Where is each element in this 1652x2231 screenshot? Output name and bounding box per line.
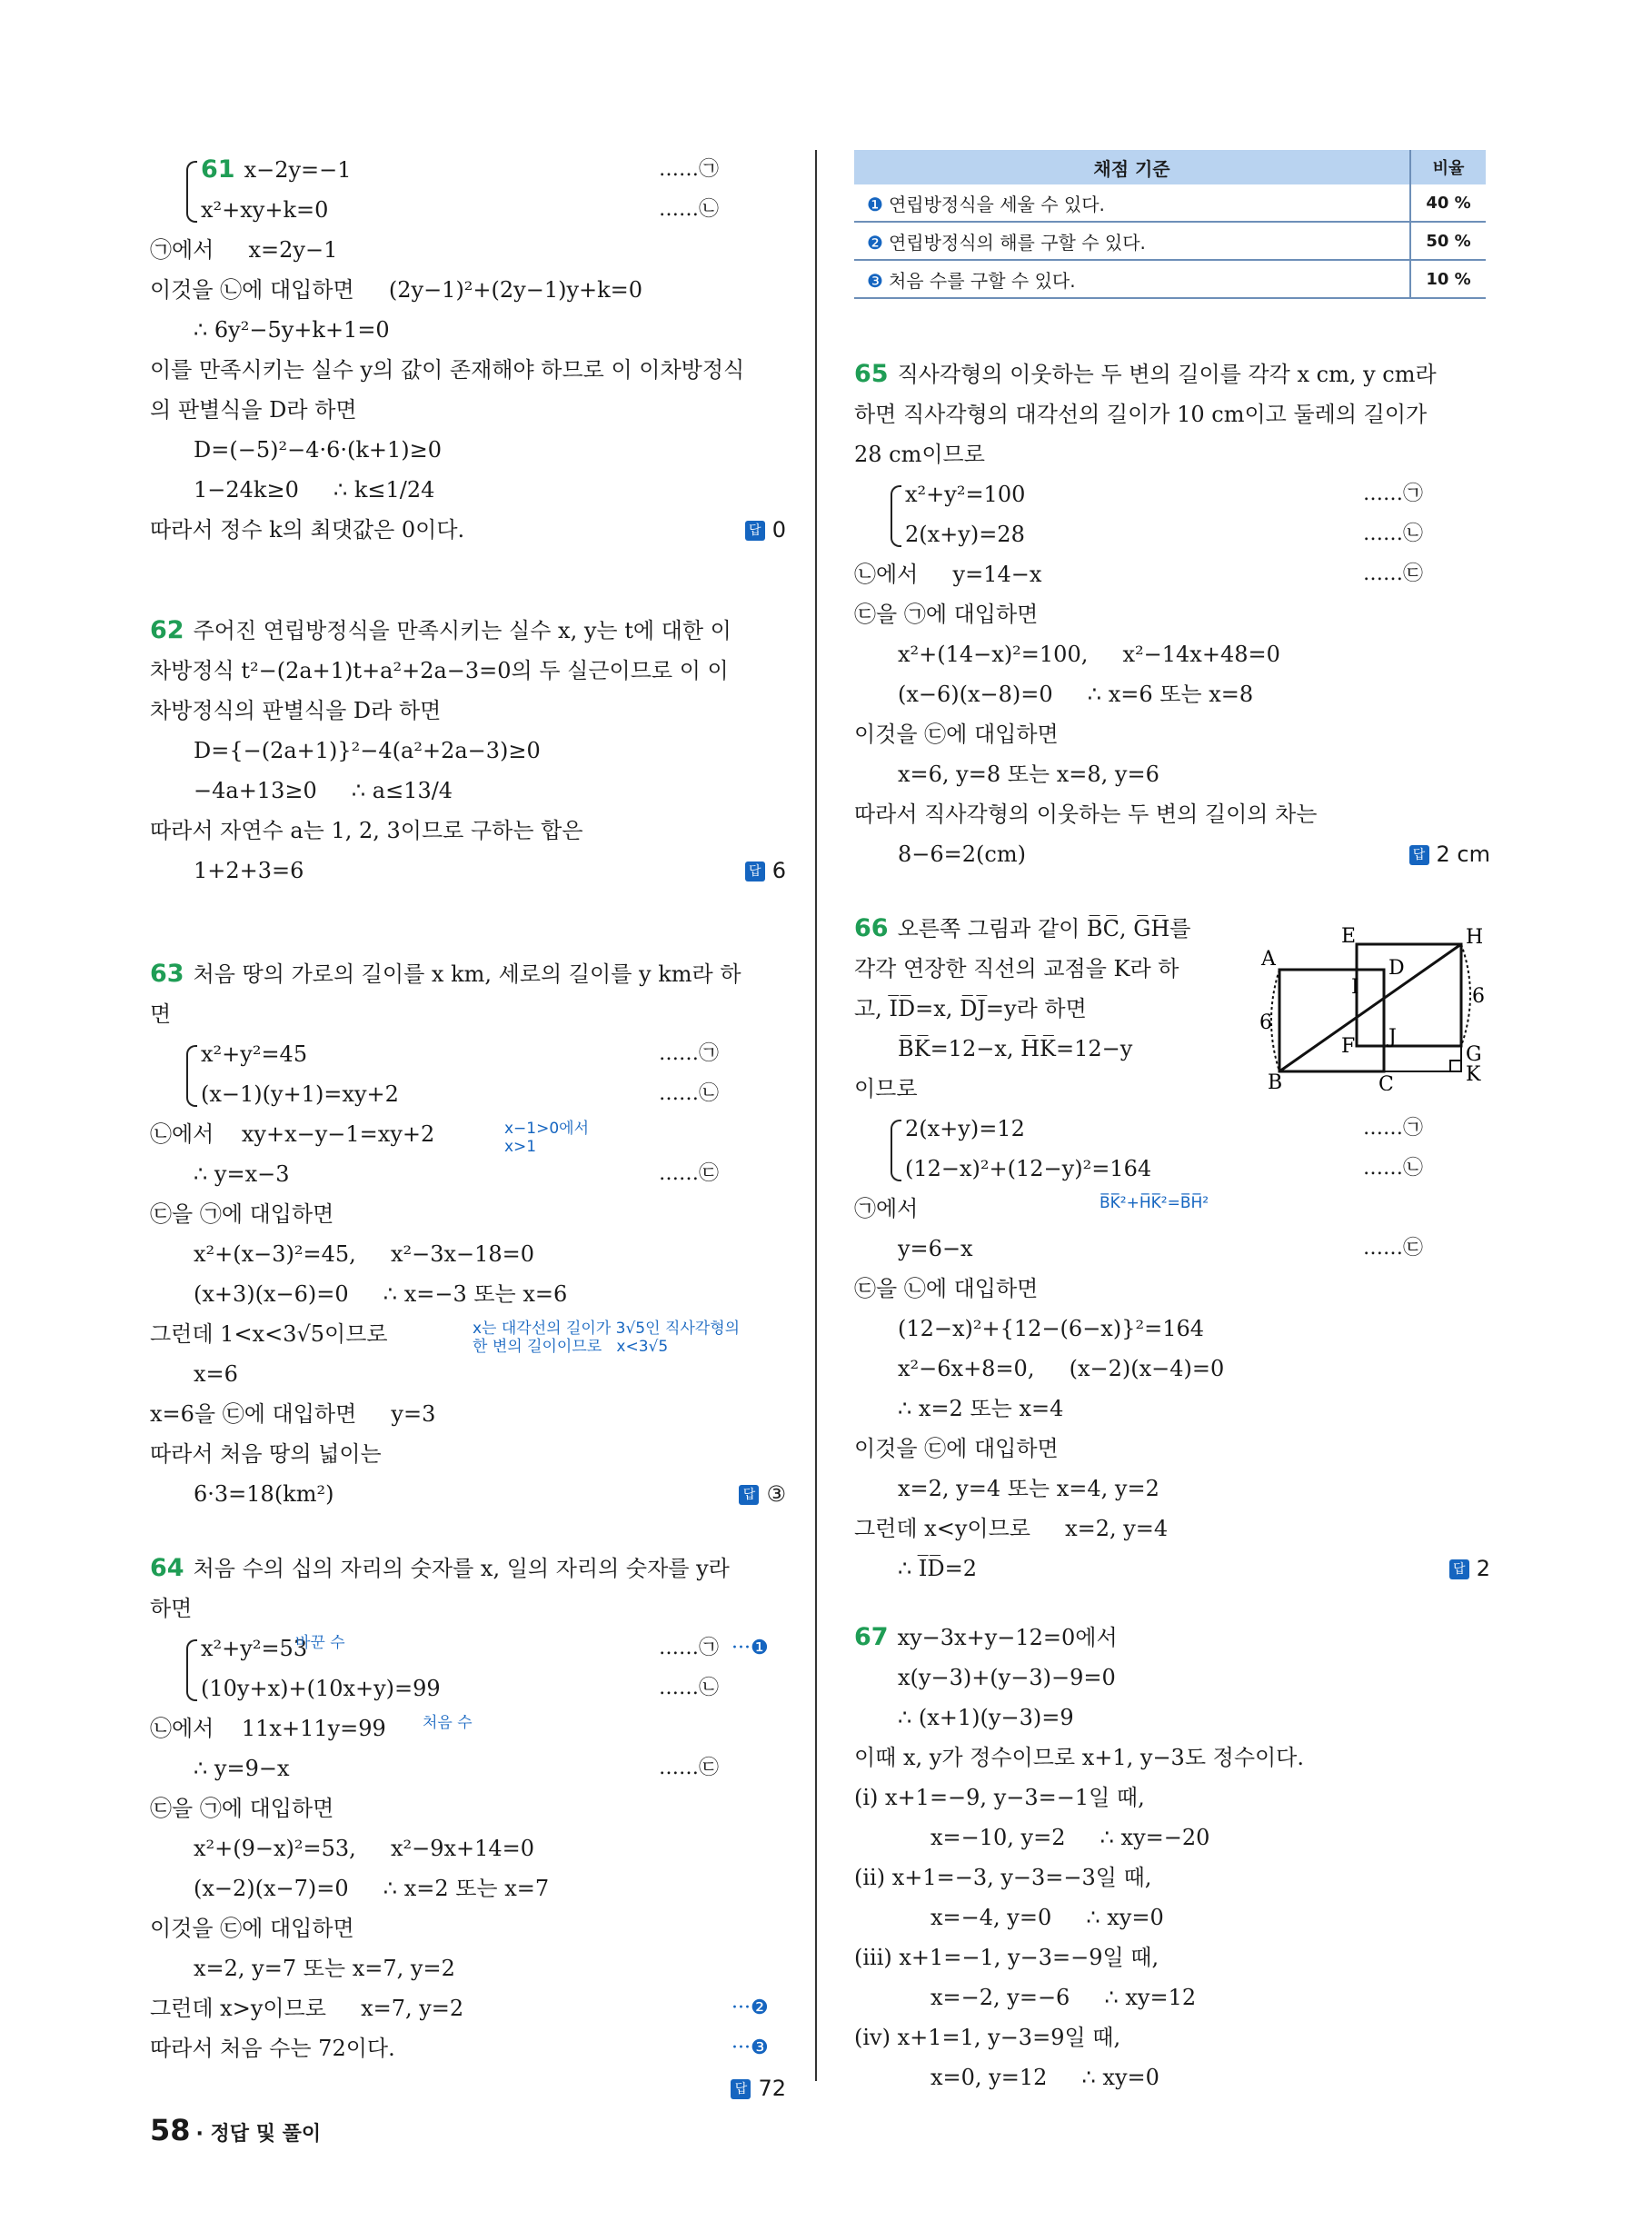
solution-line — [150, 1708, 786, 1748]
solution-line — [150, 1948, 786, 1988]
line-text: D=(−5)²−4·6·(k+1)≥0 — [194, 437, 443, 463]
solution-line — [150, 1234, 786, 1274]
line-text: 이것을 ㉢에 대입하면 — [854, 722, 1059, 747]
label-d: D — [1388, 957, 1405, 980]
line-text: 8−6=2(cm) — [898, 842, 1026, 867]
line-text: 고, I̅D̅=x, D̅J̅=y라 하면 — [854, 996, 1087, 1021]
solution-line — [150, 510, 786, 550]
solution-line — [854, 834, 1490, 874]
solution-line — [150, 1434, 786, 1474]
line-text: 그런데 x<y이므로 x=2, y=4 — [854, 1516, 1169, 1541]
solution-line — [854, 794, 1490, 834]
line-text: 그런데 1<x<3√5이므로 — [150, 1321, 388, 1347]
solution-line — [150, 1748, 786, 1788]
header-criteria: 채점 기준 — [854, 150, 1410, 184]
line-text: ㉢을 ㉠에 대입하면 — [854, 602, 1039, 627]
solution-line — [854, 2057, 1490, 2097]
solution-line — [150, 2068, 786, 2108]
line-text: 차방정식 t²−(2a+1)t+a²+2a−3=0의 두 실근이므로 이 이 — [150, 658, 729, 683]
line-text: 이를 만족시키는 실수 y의 값이 존재해야 하므로 이 이차방정식 — [150, 357, 745, 383]
ratio: 40 % — [1410, 184, 1486, 222]
scoring-criteria-table — [854, 150, 1486, 299]
line-text: 각각 연장한 직선의 교점을 K라 하 — [854, 956, 1179, 981]
equation-tag: ……㉠ — [1363, 1117, 1424, 1140]
solution-line — [854, 1897, 1490, 1937]
solution-line — [854, 1509, 1490, 1549]
solution-line — [854, 554, 1490, 594]
annotation-note: x−1>0에서 x>1 — [504, 1120, 590, 1156]
line-text: ㉢을 ㉡에 대입하면 — [854, 1276, 1039, 1301]
solution-line — [150, 1668, 786, 1708]
line-text: x=−10, y=2 ∴ xy=−20 — [930, 1825, 1210, 1850]
line-text: x²+xy+k=0 — [201, 197, 329, 223]
line-text: (x−6)(x−8)=0 ∴ x=6 또는 x=8 — [898, 682, 1254, 707]
line-text: 이것을 ㉢에 대입하면 — [150, 1916, 354, 1941]
line-text: ㉡에서 11x+11y=99 — [150, 1716, 386, 1741]
problem-number: 62 — [150, 616, 184, 644]
solution-line — [150, 1154, 786, 1194]
answer-icon: 답 — [1409, 845, 1429, 865]
line-text: x²+y²=100 — [905, 482, 1026, 507]
problem-66-figure — [1254, 909, 1490, 1091]
line-text: 따라서 직사각형의 이웃하는 두 변의 길이의 차는 — [854, 802, 1318, 827]
equation-tag: ……㉡ — [659, 198, 720, 221]
solution-line — [150, 731, 786, 771]
line-text: ㉡에서 xy+x−y−1=xy+2 — [150, 1121, 435, 1147]
solution-line — [854, 1818, 1490, 1858]
annotation-note: x는 대각선의 길이가 3√5인 직사각형의 한 변의 길이이므로 x<3√5 — [473, 1320, 741, 1356]
solution-line — [150, 611, 786, 651]
criteria-text: 처음 수를 구할 수 있다. — [888, 269, 1076, 292]
rectangle-abcd — [1279, 970, 1384, 1071]
solution-line — [854, 1778, 1490, 1818]
line-text: (ii) x+1=−3, y−3=−3일 때, — [854, 1865, 1152, 1890]
line-text: x=2, y=4 또는 x=4, y=2 — [898, 1476, 1159, 1501]
line-text: 면 — [150, 1001, 172, 1027]
line-text: D={−(2a+1)}²−4(a²+2a−3)≥0 — [194, 738, 541, 763]
solution-line — [854, 714, 1490, 754]
label-f: F — [1341, 1035, 1356, 1058]
answer-value: 0 — [771, 517, 786, 543]
solution-line — [150, 1589, 786, 1628]
equation-tag: ……㉠ — [659, 1042, 720, 1065]
diagonal-bh — [1279, 944, 1461, 1071]
line-text: (iv) x+1=1, y−3=9일 때, — [854, 2025, 1121, 2050]
solution-line — [150, 994, 786, 1034]
solution-line — [854, 1309, 1490, 1349]
answer-value: 6 — [771, 858, 786, 883]
line-text: ㉢을 ㉠에 대입하면 — [150, 1796, 334, 1821]
line-text: x=−2, y=−6 ∴ xy=12 — [930, 1985, 1197, 2010]
line-text: ∴ y=9−x — [194, 1756, 290, 1781]
solution-line — [150, 1394, 786, 1434]
label-b: B — [1268, 1071, 1283, 1091]
solution-line — [854, 594, 1490, 634]
solution-line — [854, 354, 1490, 394]
solution-line — [150, 811, 786, 851]
line-text: 따라서 처음 땅의 넓이는 — [150, 1441, 382, 1467]
solution-line — [854, 1977, 1490, 2017]
line-text: (12−x)²+(12−y)²=164 — [905, 1156, 1152, 1181]
line-text: x²+(9−x)²=53, x²−9x+14=0 — [194, 1836, 535, 1861]
line-text: x=6 — [194, 1361, 238, 1387]
line-text: 28 cm이므로 — [854, 442, 985, 467]
line-text: 2(x+y)=28 — [905, 522, 1025, 547]
solution-line — [150, 2028, 786, 2068]
header-ratio: 비율 — [1410, 150, 1486, 184]
line-text: 1+2+3=6 — [194, 858, 304, 883]
answer — [731, 2068, 786, 2108]
equation-tag: ……㉢ — [659, 1162, 720, 1185]
answer — [745, 510, 786, 550]
solution-line — [150, 1788, 786, 1828]
line-text: x=6, y=8 또는 x=8, y=6 — [898, 762, 1159, 787]
line-text: 따라서 정수 k의 최댓값은 0이다. — [150, 517, 465, 543]
answer — [739, 1474, 786, 1514]
line-text: 하면 직사각형의 대각선의 길이가 10 cm이고 둘레의 길이가 — [854, 402, 1428, 427]
solution-line — [150, 190, 786, 230]
label-e: E — [1341, 925, 1357, 948]
line-text: (10y+x)+(10x+y)=99 — [201, 1676, 441, 1701]
line-text: x²+(x−3)²=45, x²−3x−18=0 — [194, 1241, 535, 1267]
solution-line — [854, 754, 1490, 794]
length-ab: 6 — [1259, 1011, 1272, 1034]
table-row — [854, 222, 1486, 260]
label-a: A — [1261, 948, 1276, 971]
equation-tag: ……㉠ — [659, 1637, 720, 1659]
solution-line — [150, 691, 786, 731]
solution-line — [854, 1658, 1490, 1698]
line-text: 하면 — [150, 1596, 193, 1621]
equation-tag: ……㉡ — [1363, 523, 1424, 545]
problem-65 — [854, 354, 1490, 874]
page-number: 58 — [150, 2113, 191, 2147]
line-text: 1−24k≥0 ∴ k≤1/24 — [194, 477, 435, 503]
line-text: xy−3x+y−12=0에서 — [897, 1625, 1118, 1650]
line-text: 처음 땅의 가로의 길이를 x km, 세로의 길이를 y km라 하 — [193, 961, 741, 987]
solution-line — [854, 1109, 1490, 1149]
line-text: 2(x+y)=12 — [905, 1116, 1025, 1141]
solution-line — [150, 1628, 786, 1668]
solution-line — [150, 430, 786, 470]
answer-value: ③ — [766, 1481, 786, 1507]
table-row — [854, 184, 1486, 222]
line-text: 6·3=18(km²) — [194, 1481, 334, 1507]
line-text: x²+y²=45 — [201, 1041, 308, 1067]
line-text: 이것을 ㉡에 대입하면 (2y−1)²+(2y−1)y+k=0 — [150, 277, 643, 303]
solution-line — [854, 1469, 1490, 1509]
solution-line — [150, 470, 786, 510]
line-text: (iii) x+1=−1, y−3=−9일 때, — [854, 1945, 1159, 1970]
line-text: ㉡에서 y=14−x — [854, 562, 1042, 587]
line-text: 따라서 자연수 a는 1, 2, 3이므로 구하는 합은 — [150, 818, 583, 843]
line-text: x(y−3)+(y−3)−9=0 — [898, 1665, 1116, 1690]
label-g: G — [1466, 1043, 1482, 1066]
length-gh: 6 — [1472, 985, 1485, 1008]
solution-line — [150, 310, 786, 350]
problem-67 — [854, 1618, 1490, 2097]
answer — [1409, 834, 1490, 874]
line-text: ∴ I̅D̅=2 — [898, 1556, 977, 1581]
line-text: 차방정식의 판별식을 D라 하면 — [150, 698, 442, 723]
annotation-note: 처음 수 — [423, 1714, 473, 1732]
solution-line — [854, 1349, 1490, 1389]
line-text: x−2y=−1 — [244, 157, 352, 183]
solution-line — [854, 674, 1490, 714]
problem-64 — [150, 1549, 786, 2108]
answer-value: 2 cm — [1436, 842, 1490, 867]
solution-line — [150, 270, 786, 310]
answer — [1449, 1549, 1490, 1589]
line-text: y=6−x — [898, 1236, 973, 1261]
answer-icon: 답 — [739, 1485, 759, 1505]
step-1-icon: ❶ — [867, 193, 883, 215]
solution-line — [854, 514, 1490, 554]
line-text: ㉢을 ㉠에 대입하면 — [150, 1201, 334, 1227]
column-divider — [815, 150, 817, 2081]
solution-line — [854, 2017, 1490, 2057]
line-text: ∴ x=2 또는 x=4 — [898, 1396, 1064, 1421]
answer-icon: 답 — [745, 862, 765, 881]
label-h: H — [1466, 926, 1484, 949]
solution-line — [854, 434, 1490, 474]
solution-line — [150, 1034, 786, 1074]
line-text: (x+3)(x−6)=0 ∴ x=−3 또는 x=6 — [194, 1281, 568, 1307]
answer-icon: 답 — [745, 521, 765, 541]
line-text: 직사각형의 이웃하는 두 변의 길이를 각각 x cm, y cm라 — [897, 362, 1437, 387]
line-text: 이때 x, y가 정수이므로 x+1, y−3도 정수이다. — [854, 1745, 1304, 1770]
solution-line — [854, 1429, 1490, 1469]
scoring-step-marker: ···❷ — [731, 1997, 769, 2019]
solution-line — [150, 350, 786, 390]
solution-line — [854, 1698, 1490, 1738]
line-text: x=2, y=7 또는 x=7, y=2 — [194, 1956, 455, 1981]
answer-value: 72 — [758, 2076, 786, 2101]
equation-tag: ……㉡ — [659, 1677, 720, 1699]
line-text: 이므로 — [854, 1076, 918, 1101]
equation-tag: ……㉠ — [1363, 483, 1424, 505]
solution-line — [150, 1274, 786, 1314]
solution-line — [854, 1937, 1490, 1977]
label-k: K — [1466, 1063, 1481, 1086]
solution-line — [150, 1194, 786, 1234]
solution-line — [854, 474, 1490, 514]
line-text: 따라서 처음 수는 72이다. — [150, 2036, 395, 2061]
solution-line — [854, 1389, 1490, 1429]
solution-line — [854, 1858, 1490, 1897]
solution-line — [854, 1269, 1490, 1309]
solution-line — [854, 394, 1490, 434]
problem-62 — [150, 611, 786, 891]
solution-line — [854, 1149, 1490, 1189]
solution-line — [150, 1314, 786, 1354]
scoring-step-marker: ···❶ — [731, 1637, 769, 1659]
solution-line — [854, 1549, 1490, 1589]
solution-line — [150, 1354, 786, 1394]
solution-line — [150, 390, 786, 430]
line-text: 오른쪽 그림과 같이 B̅C̅, G̅H̅를 — [897, 916, 1191, 941]
line-text: ㉠에서 x=2y−1 — [150, 237, 338, 263]
equation-tag: ……㉢ — [1363, 563, 1424, 585]
answer-icon: 답 — [731, 2079, 751, 2099]
solution-line — [150, 651, 786, 691]
solution-line — [150, 150, 786, 190]
footer-label: · 정답 및 풀이 — [195, 2123, 322, 2146]
step-2-icon: ❷ — [867, 231, 883, 254]
problem-number: 61 — [201, 155, 235, 184]
solution-line — [150, 1908, 786, 1948]
line-text: ㉠에서 — [854, 1196, 919, 1221]
step-3-icon: ❸ — [867, 269, 883, 292]
solution-line — [150, 1828, 786, 1868]
problem-61 — [150, 150, 786, 550]
equation-tag: ……㉢ — [1363, 1237, 1424, 1260]
equation-tag: ……㉡ — [659, 1082, 720, 1105]
table-row — [854, 260, 1486, 298]
rectangle-efgh — [1357, 944, 1461, 1046]
solution-line — [150, 1074, 786, 1114]
criteria-text: 연립방정식의 해를 구할 수 있다. — [888, 231, 1146, 254]
line-text: −4a+13≥0 ∴ a≤13/4 — [194, 778, 453, 803]
line-text: B̅K̅=12−x, H̅K̅=12−y — [898, 1036, 1133, 1061]
equation-tag: ……㉠ — [659, 158, 720, 181]
problem-63 — [150, 954, 786, 1514]
solution-line — [150, 1474, 786, 1514]
line-text: (x−2)(x−7)=0 ∴ x=2 또는 x=7 — [194, 1876, 550, 1901]
annotation-note: 바꾼 수 — [295, 1634, 345, 1652]
line-text: (12−x)²+{12−(6−x)}²=164 — [898, 1316, 1205, 1341]
line-text: x=6을 ㉢에 대입하면 y=3 — [150, 1401, 436, 1427]
solution-line — [150, 771, 786, 811]
problem-number: 65 — [854, 360, 889, 388]
ratio: 10 % — [1410, 260, 1486, 298]
right-angle-mark — [1450, 1061, 1461, 1071]
solution-line — [150, 954, 786, 994]
line-text: ∴ y=x−3 — [194, 1161, 290, 1187]
problem-number: 67 — [854, 1623, 889, 1651]
answer-icon: 답 — [1449, 1559, 1469, 1579]
line-text: 처음 수의 십의 자리의 숫자를 x, 일의 자리의 숫자를 y라 — [193, 1556, 730, 1581]
label-c: C — [1378, 1073, 1394, 1091]
criteria-text: 연립방정식을 세울 수 있다. — [888, 193, 1105, 215]
solution-line — [854, 1738, 1490, 1778]
solution-line — [854, 634, 1490, 674]
label-j: J — [1388, 1026, 1397, 1049]
equation-tag: ……㉢ — [659, 1757, 720, 1779]
line-text: x=0, y=12 ∴ xy=0 — [930, 2065, 1159, 2090]
solution-line — [854, 1189, 1490, 1229]
solution-line — [150, 851, 786, 891]
line-text: 의 판별식을 D라 하면 — [150, 397, 357, 423]
line-text: ∴ (x+1)(y−3)=9 — [898, 1705, 1074, 1730]
solution-line — [854, 1618, 1490, 1658]
line-text: (x−1)(y+1)=xy+2 — [201, 1081, 399, 1107]
line-text: x²−6x+8=0, (x−2)(x−4)=0 — [898, 1356, 1225, 1381]
line-text: 이것을 ㉢에 대입하면 — [854, 1436, 1059, 1461]
line-text: ∴ 6y²−5y+k+1=0 — [194, 317, 390, 343]
line-text: 주어진 연립방정식을 만족시키는 실수 x, y는 t에 대한 이 — [193, 618, 731, 643]
solution-line — [150, 1549, 786, 1589]
equation-tag: ……㉡ — [1363, 1157, 1424, 1180]
answer-value: 2 — [1476, 1556, 1490, 1581]
ratio: 50 % — [1410, 222, 1486, 260]
solution-line — [150, 1988, 786, 2028]
line-text: (i) x+1=−9, y−3=−1일 때, — [854, 1785, 1145, 1810]
line-text: x²+(14−x)²=100, x²−14x+48=0 — [898, 642, 1280, 667]
annotation-note: B̅K̅²+H̅K̅²=B̅H̅² — [1100, 1194, 1209, 1212]
line-text: x=−4, y=0 ∴ xy=0 — [930, 1905, 1164, 1930]
page-footer — [150, 2113, 321, 2147]
line-text: x²+y²=53 — [201, 1636, 308, 1661]
problem-number: 64 — [150, 1554, 184, 1582]
solution-line — [150, 1868, 786, 1908]
answer — [745, 851, 786, 891]
problem-number: 66 — [854, 914, 889, 942]
solution-line — [854, 1229, 1490, 1269]
line-text: 그런데 x>y이므로 x=7, y=2 — [150, 1996, 464, 2021]
solution-line — [150, 1114, 786, 1154]
problem-number: 63 — [150, 960, 184, 988]
solution-line — [150, 230, 786, 270]
label-i: I — [1351, 976, 1359, 999]
scoring-step-marker: ···❸ — [731, 2037, 769, 2059]
